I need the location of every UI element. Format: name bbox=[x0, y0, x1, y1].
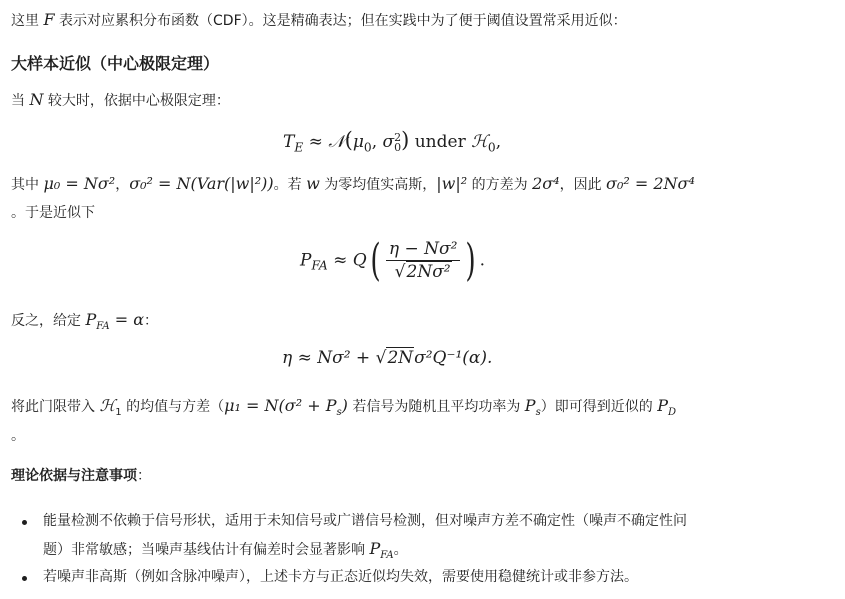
eq1-hyp-sub: 0 bbox=[487, 140, 496, 155]
inverse-paragraph bbox=[11, 310, 158, 331]
h1-mu1-end: ) bbox=[341, 396, 348, 415]
bullet-1-pfa-sub: FA bbox=[380, 549, 394, 561]
eq2-open-paren: ( bbox=[370, 234, 381, 286]
params-text-c: 为零均值实高斯， bbox=[319, 177, 437, 193]
eq1-hyp: ℋ bbox=[471, 132, 488, 152]
variance-value: 2σ⁴ bbox=[532, 174, 560, 193]
params-text-e: ，因此 bbox=[559, 177, 607, 193]
clt-intro bbox=[11, 90, 230, 111]
eq2-end: . bbox=[479, 250, 485, 271]
bullet-1-text-a: 题）非常敏感；当噪声基线估计有偏差时会显著影响 bbox=[43, 542, 370, 558]
intro-text-a: 这里 bbox=[11, 13, 44, 29]
equation-threshold bbox=[282, 348, 492, 368]
clt-text-b: 较大时，依据中心极限定理： bbox=[43, 93, 230, 109]
bullet-marker-2 bbox=[22, 576, 27, 581]
eq2-q: Q bbox=[352, 250, 367, 271]
notes-heading-colon: ： bbox=[137, 468, 151, 484]
params-text-d: 的方差为 bbox=[467, 177, 533, 193]
eq1-approx: ≈ bbox=[303, 132, 329, 152]
var-f: F bbox=[43, 10, 55, 29]
eq1-mu-sub: 0 bbox=[363, 140, 372, 155]
h1-ps-sub: s bbox=[535, 406, 541, 418]
h1-text-a: 将此门限带入 bbox=[11, 399, 100, 415]
intro-paragraph bbox=[11, 10, 627, 31]
bullet-1-line1: 能量检测不依赖于信号形状，适用于未知信号或广谱信号检测，但对噪声方差不确定性（噪声不确定性问 bbox=[43, 513, 687, 529]
eq1-normal-dist: 𝒩 bbox=[328, 132, 345, 152]
bullet-1-pfa: P bbox=[369, 539, 381, 558]
eq2-close-paren: ) bbox=[465, 234, 477, 286]
section-heading: 大样本近似（中心极限定理） bbox=[11, 54, 220, 73]
h1-text-d: ）即可得到近似的 bbox=[540, 399, 658, 415]
eq1-sigma: σ bbox=[382, 132, 395, 152]
w-abs-squared: |w|² bbox=[436, 174, 468, 193]
eq1-lhs-sub: E bbox=[294, 140, 304, 155]
bullet-1-text-b: 。 bbox=[393, 542, 408, 558]
eq3-sqrt-inner: 2N bbox=[387, 348, 414, 368]
params-paragraph-line2: 。于是近似下 bbox=[11, 205, 95, 221]
eq1-comma: , bbox=[371, 132, 383, 152]
inverse-text-a: 反之，给定 bbox=[11, 313, 86, 329]
inverse-cond: P bbox=[85, 310, 97, 329]
h1-paragraph-line2: 。 bbox=[11, 428, 25, 444]
h1-hyp: ℋ bbox=[99, 396, 116, 415]
variance-definition: σ₀² = N(Var(|w|²)) bbox=[129, 174, 274, 193]
eq2-numerator: η − Nσ² bbox=[386, 238, 461, 261]
h1-mu1-sub: s bbox=[336, 406, 342, 418]
equation-pfa bbox=[300, 234, 485, 286]
notes-heading bbox=[11, 466, 151, 486]
eq2-lhs-sub: FA bbox=[311, 258, 328, 273]
inverse-text-b: ： bbox=[144, 313, 159, 329]
eq2-denominator-text: 2Nσ² bbox=[406, 262, 451, 282]
eq1-close: ) bbox=[401, 128, 410, 152]
eq1-end: , bbox=[495, 132, 502, 152]
h1-pd-sub: D bbox=[667, 406, 677, 418]
eq3-sqrt: √2N bbox=[375, 348, 414, 368]
mu0-definition: μ₀ = Nσ² bbox=[43, 174, 116, 193]
eq2-fraction bbox=[386, 238, 461, 283]
bullet-1-line2 bbox=[43, 539, 408, 560]
bullet-2-line1: 若噪声非高斯（例如含脉冲噪声），上述卡方与正态近似均失效，需要使用稳健统计或非参方法。 bbox=[43, 569, 638, 585]
var-n: N bbox=[29, 90, 44, 109]
h1-mu1: μ₁ = N(σ² + P bbox=[224, 396, 337, 415]
inverse-cond-eq: = α bbox=[109, 310, 145, 329]
eq2-denominator: √2Nσ² bbox=[394, 262, 451, 282]
eq3-rest: σ²Q⁻¹(α). bbox=[414, 348, 493, 368]
notes-heading-text: 理论依据与注意事项 bbox=[11, 468, 137, 484]
var-w: w bbox=[306, 174, 320, 193]
eq1-sigma-sub: 0 bbox=[394, 140, 402, 154]
params-sep: ， bbox=[115, 177, 130, 193]
equation-te-distribution bbox=[283, 128, 501, 153]
eq2-approx: ≈ bbox=[327, 250, 353, 271]
h1-pd: P bbox=[657, 396, 668, 415]
inverse-cond-sub: FA bbox=[96, 320, 110, 332]
bullet-marker-1 bbox=[22, 520, 27, 525]
clt-text-a: 当 bbox=[11, 93, 30, 109]
eq1-lhs: T bbox=[283, 132, 295, 152]
intro-text-b: 表示对应累积分布函数（CDF）。这是精确表达；但在实践中为了便于阈值设置常采用近似： bbox=[54, 13, 627, 29]
eq1-sigma-sup: 2 bbox=[394, 130, 402, 144]
eq1-under: under bbox=[409, 132, 472, 152]
eq1-open: ( bbox=[344, 128, 353, 152]
h1-text-c: 若信号为随机且平均功率为 bbox=[347, 399, 525, 415]
h1-hyp-sub: 1 bbox=[115, 406, 122, 418]
h1-ps: P bbox=[524, 396, 536, 415]
h1-text-b: 的均值与方差（ bbox=[121, 399, 225, 415]
eq2-lhs: P bbox=[300, 250, 312, 271]
h1-paragraph bbox=[11, 396, 676, 417]
params-text-b: 。若 bbox=[273, 177, 307, 193]
eq1-mu: μ bbox=[352, 132, 364, 152]
params-paragraph bbox=[11, 174, 695, 195]
variance-result: σ₀² = 2Nσ⁴ bbox=[606, 174, 695, 193]
eq3-text: η ≈ Nσ² + bbox=[282, 348, 376, 368]
params-text-a: 其中 bbox=[11, 177, 44, 193]
